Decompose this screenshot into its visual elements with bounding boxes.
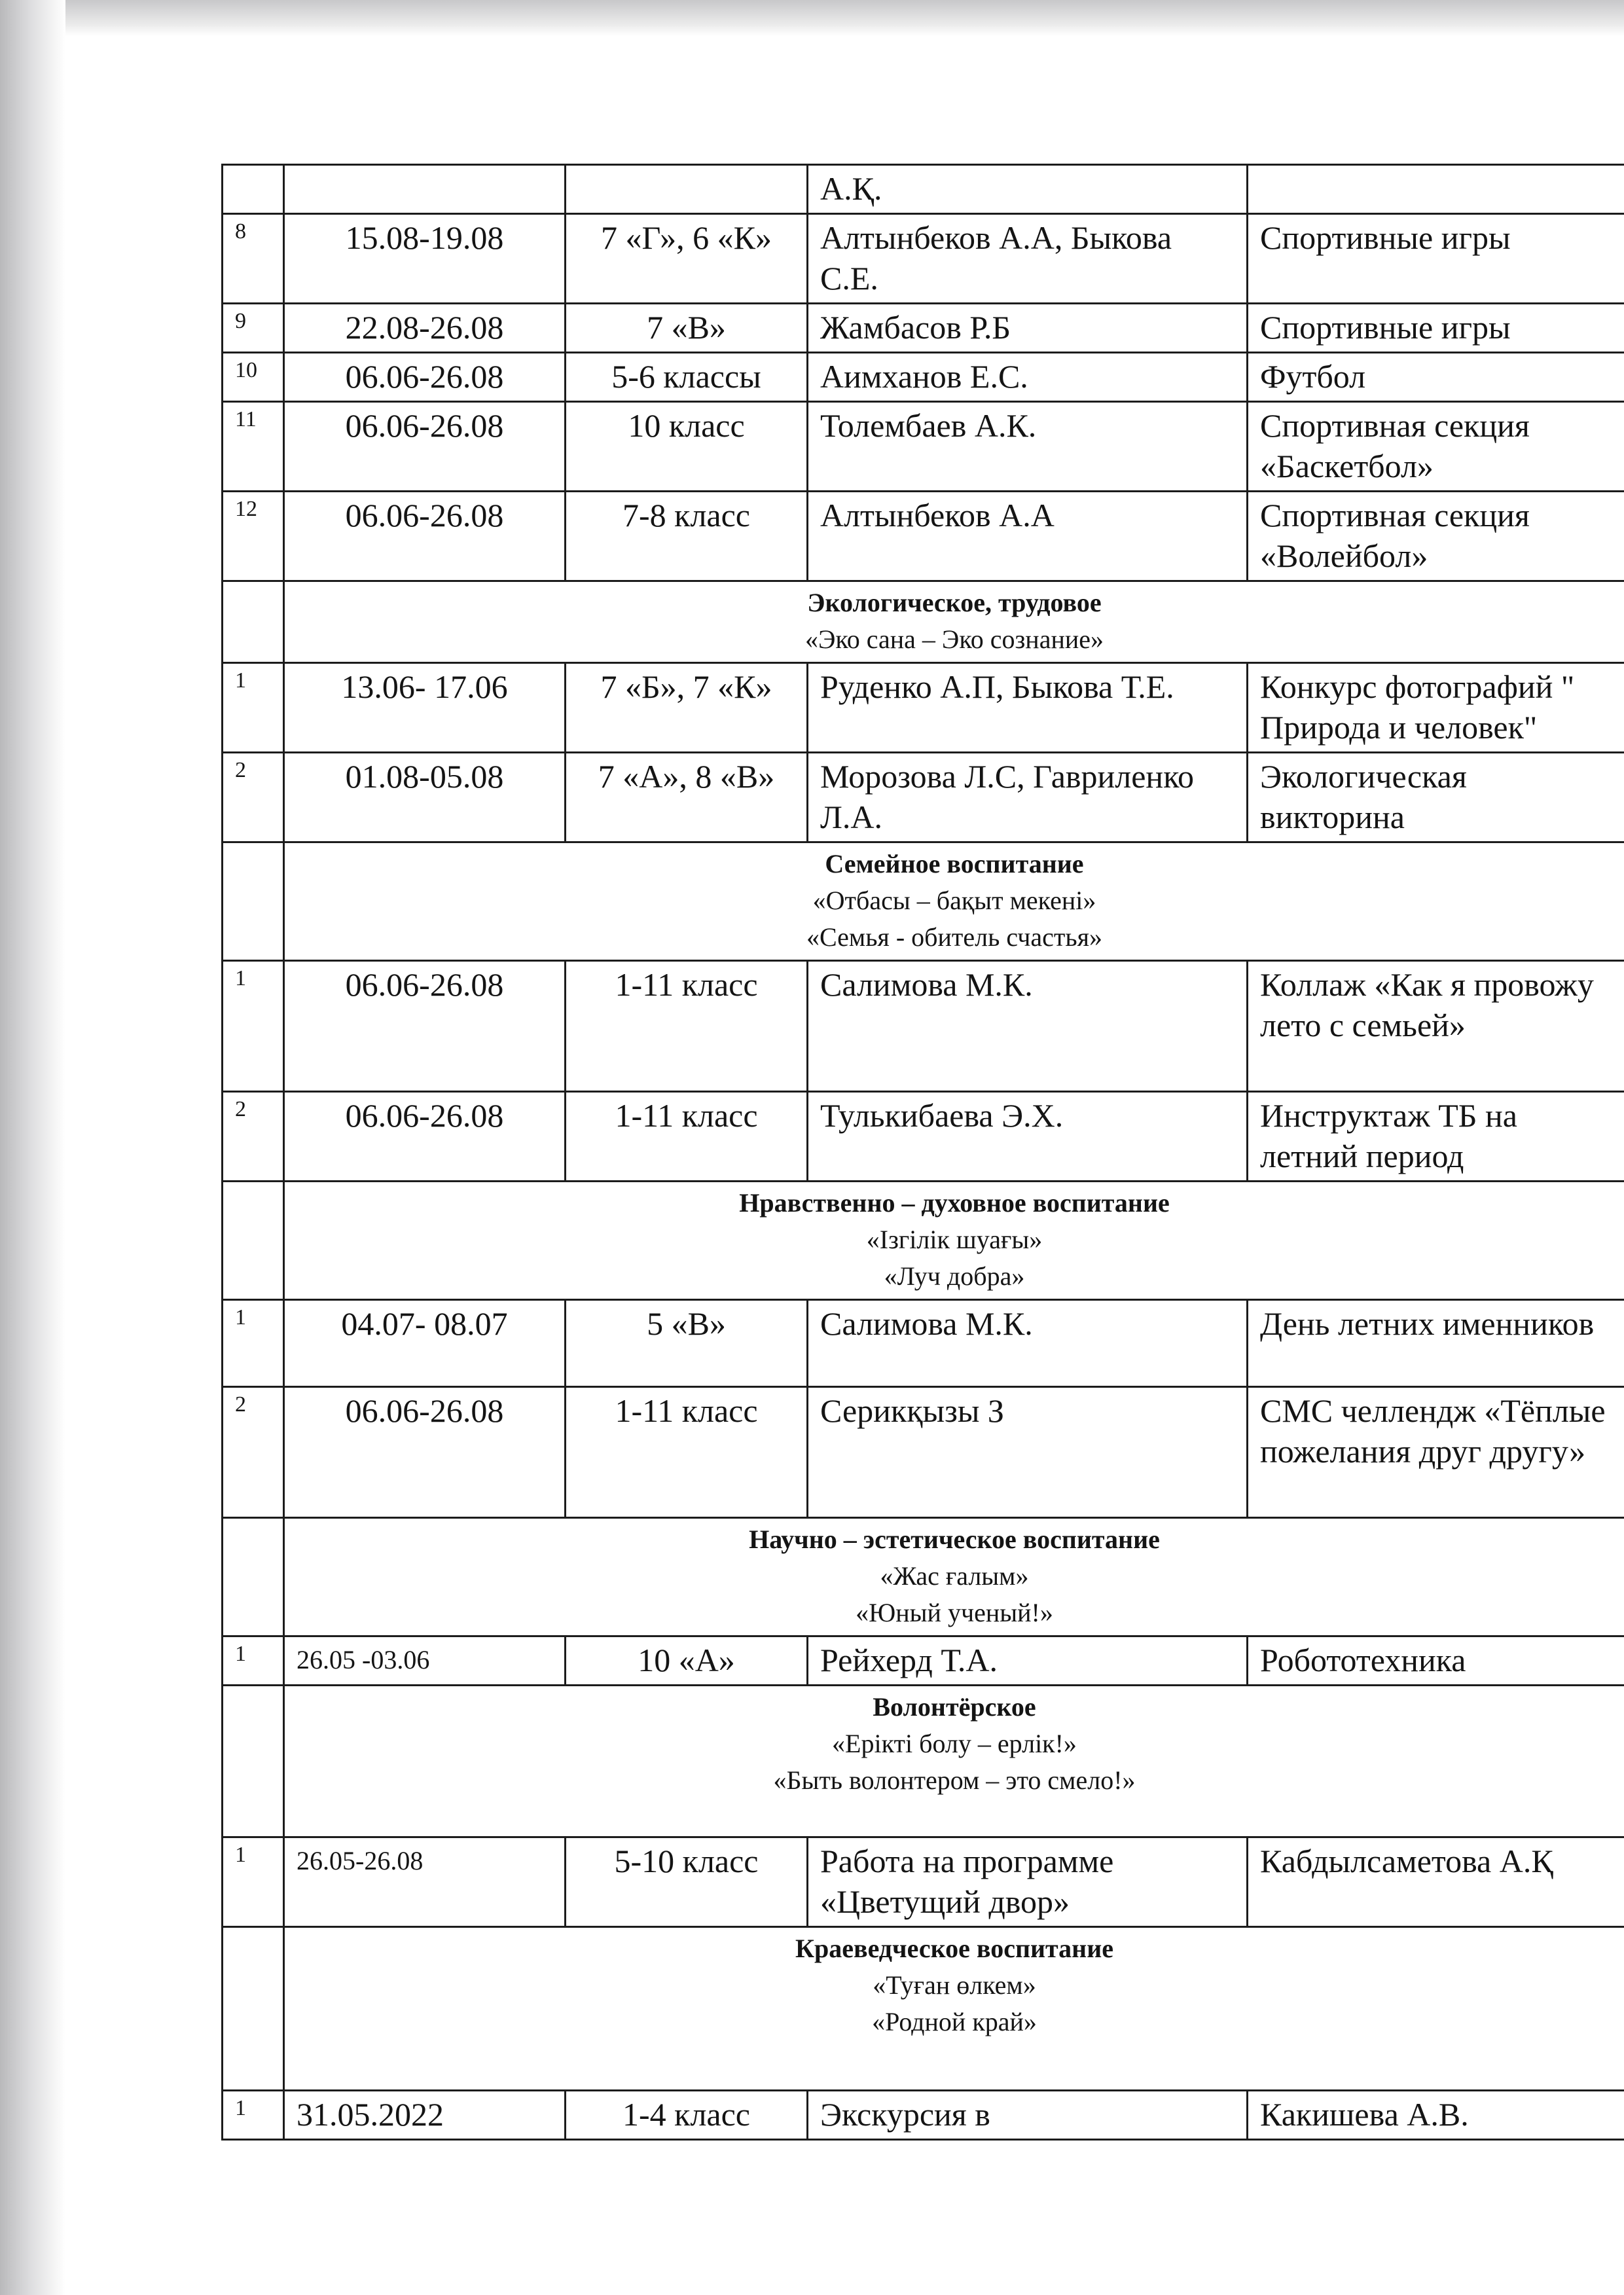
section-header-row xyxy=(223,842,1624,961)
row-class: 5-6 классы xyxy=(566,353,808,402)
section-motto: «Эко сана – Эко сознание» xyxy=(804,624,1104,654)
row-dates: 22.08-26.08 xyxy=(284,304,566,353)
row-dates: 06.06-26.08 xyxy=(284,402,566,492)
row-class: 7 «Б», 7 «К» xyxy=(566,663,808,753)
table-row xyxy=(223,1300,1624,1387)
row-responsible: Жамбасов Р.Б xyxy=(808,304,1248,353)
section-number-cell xyxy=(223,1686,284,1837)
row-dates: 06.06-26.08 xyxy=(284,1387,566,1518)
row-event xyxy=(1248,165,1624,214)
section-title: Семейное воспитание xyxy=(825,849,1084,878)
row-responsible: Серикқызы З xyxy=(808,1387,1248,1518)
row-event: Конкурс фотографий " Природа и человек" xyxy=(1248,663,1624,753)
row-dates xyxy=(284,165,566,214)
table-row xyxy=(223,663,1624,753)
table-row xyxy=(223,1837,1624,1927)
row-number: 11 xyxy=(223,402,284,492)
section-number-cell xyxy=(223,842,284,961)
section-motto-ru: «Семья - обитель счастья» xyxy=(806,922,1103,952)
row-responsible: Морозова Л.С, Гавриленко Л.А. xyxy=(808,753,1248,842)
row-number: 1 xyxy=(223,663,284,753)
table-row xyxy=(223,304,1624,353)
row-dates: 01.08-05.08 xyxy=(284,753,566,842)
section-header xyxy=(284,1518,1624,1636)
table-row xyxy=(223,2091,1624,2140)
table-row xyxy=(223,961,1624,1092)
table-row xyxy=(223,214,1624,304)
row-number: 10 xyxy=(223,353,284,402)
row-responsible: Тулькибаева Э.Х. xyxy=(808,1092,1248,1182)
row-dates: 15.08-19.08 xyxy=(284,214,566,304)
row-responsible: Рейхерд Т.А. xyxy=(808,1636,1248,1686)
row-number: 1 xyxy=(223,1837,284,1927)
row-class: 1-4 класс xyxy=(566,2091,808,2140)
section-motto-ru: «Луч добра» xyxy=(884,1261,1025,1291)
row-number: 8 xyxy=(223,214,284,304)
row-responsible: Толембаев А.К. xyxy=(808,402,1248,492)
row-number: 1 xyxy=(223,2091,284,2140)
section-header-row xyxy=(223,1927,1624,2091)
row-class: 7 «А», 8 «В» xyxy=(566,753,808,842)
section-title: Экологическое, трудовое xyxy=(807,588,1102,617)
row-number: 2 xyxy=(223,753,284,842)
row-number: 12 xyxy=(223,492,284,581)
table-row xyxy=(223,165,1624,214)
section-motto-kz: «Ізгілік шуағы» xyxy=(866,1225,1043,1254)
row-dates: 26.05-26.08 xyxy=(284,1837,566,1927)
row-class: 10 «А» xyxy=(566,1636,808,1686)
section-motto-ru: «Быть волонтером – это смело!» xyxy=(773,1765,1136,1795)
section-header-row xyxy=(223,1518,1624,1636)
row-responsible: Руденко А.П, Быкова Т.Е. xyxy=(808,663,1248,753)
row-dates: 06.06-26.08 xyxy=(284,492,566,581)
row-event: Спортивные игры xyxy=(1248,304,1624,353)
section-motto-ru: «Родной край» xyxy=(872,2007,1037,2036)
section-title: Научно – эстетическое воспитание xyxy=(749,1525,1160,1554)
section-header-row xyxy=(223,1182,1624,1300)
row-class: 7 «Г», 6 «К» xyxy=(566,214,808,304)
row-class: 1-11 класс xyxy=(566,1092,808,1182)
row-dates: 06.06-26.08 xyxy=(284,1092,566,1182)
row-dates: 13.06- 17.06 xyxy=(284,663,566,753)
row-event: Спортивная секция «Баскетбол» xyxy=(1248,402,1624,492)
section-header xyxy=(284,581,1624,663)
row-class xyxy=(566,165,808,214)
row-event: Спортивная секция «Волейбол» xyxy=(1248,492,1624,581)
row-class: 1-11 класс xyxy=(566,1387,808,1518)
row-event: Робототехника xyxy=(1248,1636,1624,1686)
section-number-cell xyxy=(223,1182,284,1300)
section-number-cell xyxy=(223,1518,284,1636)
row-number: 1 xyxy=(223,961,284,1092)
row-responsible: Экскурсия в xyxy=(808,2091,1248,2140)
section-header xyxy=(284,842,1624,961)
row-event: Коллаж «Как я провожу лето с семьей» xyxy=(1248,961,1624,1092)
row-dates: 06.06-26.08 xyxy=(284,353,566,402)
section-motto-kz: «Жас ғалым» xyxy=(880,1561,1029,1591)
row-class: 7-8 класс xyxy=(566,492,808,581)
row-event: Какишева А.В. xyxy=(1248,2091,1624,2140)
row-responsible: А.Қ. xyxy=(808,165,1248,214)
section-number-cell xyxy=(223,581,284,663)
row-responsible: Аимханов Е.С. xyxy=(808,353,1248,402)
section-title: Волонтёрское xyxy=(873,1692,1036,1722)
row-class: 5-10 класс xyxy=(566,1837,808,1927)
row-event: Кабдылсаметова А.Қ xyxy=(1248,1837,1624,1927)
section-motto-ru: «Юный ученый!» xyxy=(856,1598,1053,1627)
table-row xyxy=(223,1636,1624,1686)
row-class: 1-11 класс xyxy=(566,961,808,1092)
row-class: 7 «В» xyxy=(566,304,808,353)
section-motto-kz: «Отбасы – бақыт мекені» xyxy=(812,886,1096,915)
row-number: 1 xyxy=(223,1636,284,1686)
row-event: Спортивные игры xyxy=(1248,214,1624,304)
row-event: Футбол xyxy=(1248,353,1624,402)
table-row xyxy=(223,1387,1624,1518)
row-event: День летних именников xyxy=(1248,1300,1624,1387)
row-dates: 06.06-26.08 xyxy=(284,961,566,1092)
row-dates: 04.07- 08.07 xyxy=(284,1300,566,1387)
table-row xyxy=(223,353,1624,402)
table-row xyxy=(223,1092,1624,1182)
row-number xyxy=(223,165,284,214)
section-title: Нравственно – духовное воспитание xyxy=(739,1188,1170,1218)
table-row xyxy=(223,753,1624,842)
section-motto-kz: «Ерікті болу – ерлік!» xyxy=(832,1729,1077,1758)
section-motto-kz: «Туған өлкем» xyxy=(873,1970,1036,2000)
section-title: Краеведческое воспитание xyxy=(795,1934,1114,1963)
section-header-row xyxy=(223,581,1624,663)
activity-plan-table xyxy=(221,164,1624,2141)
row-number: 2 xyxy=(223,1387,284,1518)
row-number: 1 xyxy=(223,1300,284,1387)
section-header xyxy=(284,1182,1624,1300)
section-header-row xyxy=(223,1686,1624,1837)
row-responsible: Салимова М.К. xyxy=(808,961,1248,1092)
table-row xyxy=(223,402,1624,492)
row-number: 2 xyxy=(223,1092,284,1182)
section-header xyxy=(284,1686,1624,1837)
row-class: 10 класс xyxy=(566,402,808,492)
row-responsible: Салимова М.К. xyxy=(808,1300,1248,1387)
row-event: Экологическая викторина xyxy=(1248,753,1624,842)
row-responsible: Работа на программе «Цветущий двор» xyxy=(808,1837,1248,1927)
row-dates: 26.05 -03.06 xyxy=(284,1636,566,1686)
table-row xyxy=(223,492,1624,581)
row-class: 5 «В» xyxy=(566,1300,808,1387)
row-event: Инструктаж ТБ на летний период xyxy=(1248,1092,1624,1182)
row-event: СМС челлендж «Тёплые пожелания друг другу» xyxy=(1248,1387,1624,1518)
section-number-cell xyxy=(223,1927,284,2091)
row-number: 9 xyxy=(223,304,284,353)
section-header xyxy=(284,1927,1624,2091)
row-responsible: Алтынбеков А.А, Быкова С.Е. xyxy=(808,214,1248,304)
row-dates: 31.05.2022 xyxy=(284,2091,566,2140)
row-responsible: Алтынбеков А.А xyxy=(808,492,1248,581)
